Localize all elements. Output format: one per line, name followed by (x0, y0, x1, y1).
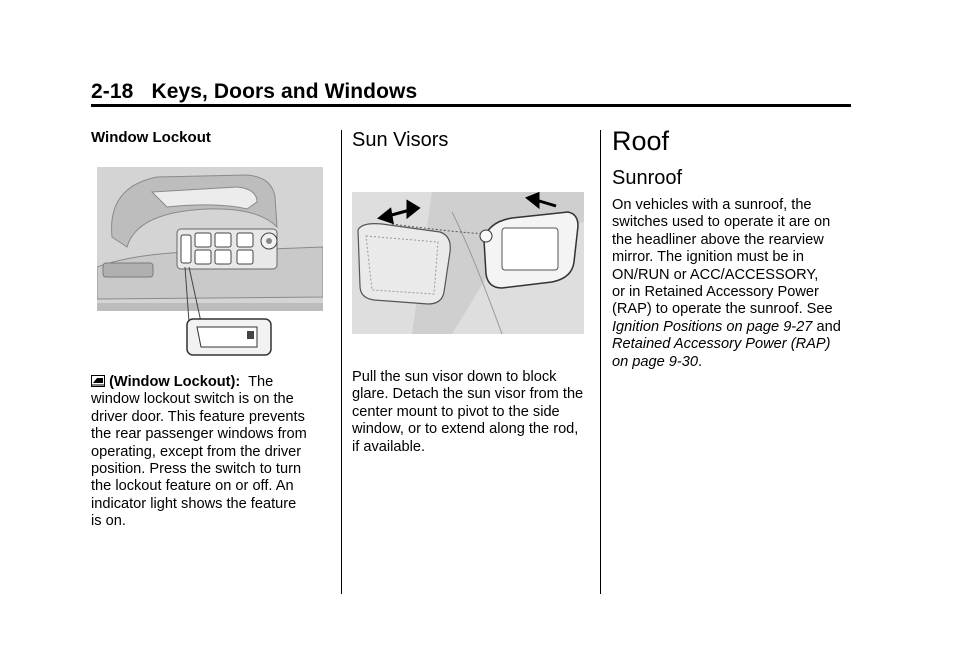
roof-heading: Roof (612, 126, 670, 156)
retained-accessory-power-link-page[interactable]: on page 9‑30 (612, 353, 699, 370)
door-switch-illustration (97, 167, 323, 357)
window-lockout-paragraph: (Window Lockout): The window lockout switch is on the driver door. This feature prevents the rear passenger windows from operating, except from the driver position. Press the switch to turn the lockout feature on or off. An indicator light shows the feature is on. (91, 374, 307, 530)
retained-accessory-power-link[interactable]: Retained Accessory Power (RAP) (612, 336, 831, 353)
sun-visor-figure (352, 192, 584, 334)
header-rule (91, 104, 851, 107)
window-lockout-switch-icon (91, 375, 105, 387)
page-number: 2-18 (91, 80, 134, 103)
sun-visors-paragraph: Pull the sun visor down to block glare. Detach the sun visor from the center mount to pivot to the side window, or to extend along the rod, if available. (352, 369, 584, 455)
window-lockout-figure (97, 167, 323, 357)
sun-visors-heading: Sun Visors (352, 129, 449, 151)
sunroof-paragraph: On vehicles with a sunroof, the switches used to operate it are on the headliner above the rearview mirror. The ignition must be in ON/RUN or ACC/ACCESSORY, or in Retained Accessory Power (RAP) to operate the sunroof. See Ignition Positions on page 9‑27 and Retained Accessory Power (RAP) on page 9‑30. (612, 197, 841, 370)
column-divider-1 (341, 130, 342, 594)
ignition-positions-link[interactable]: Ignition Positions on page 9‑27 (612, 318, 813, 335)
sunroof-subheading: Sunroof (612, 167, 683, 189)
window-lockout-subheading: Window Lockout (91, 129, 211, 146)
column-divider-2 (600, 130, 601, 594)
section-title: Keys, Doors and Windows (151, 80, 418, 103)
sun-visor-illustration (352, 192, 584, 334)
page-header (91, 80, 417, 104)
window-lockout-label: (Window Lockout): (109, 374, 241, 390)
